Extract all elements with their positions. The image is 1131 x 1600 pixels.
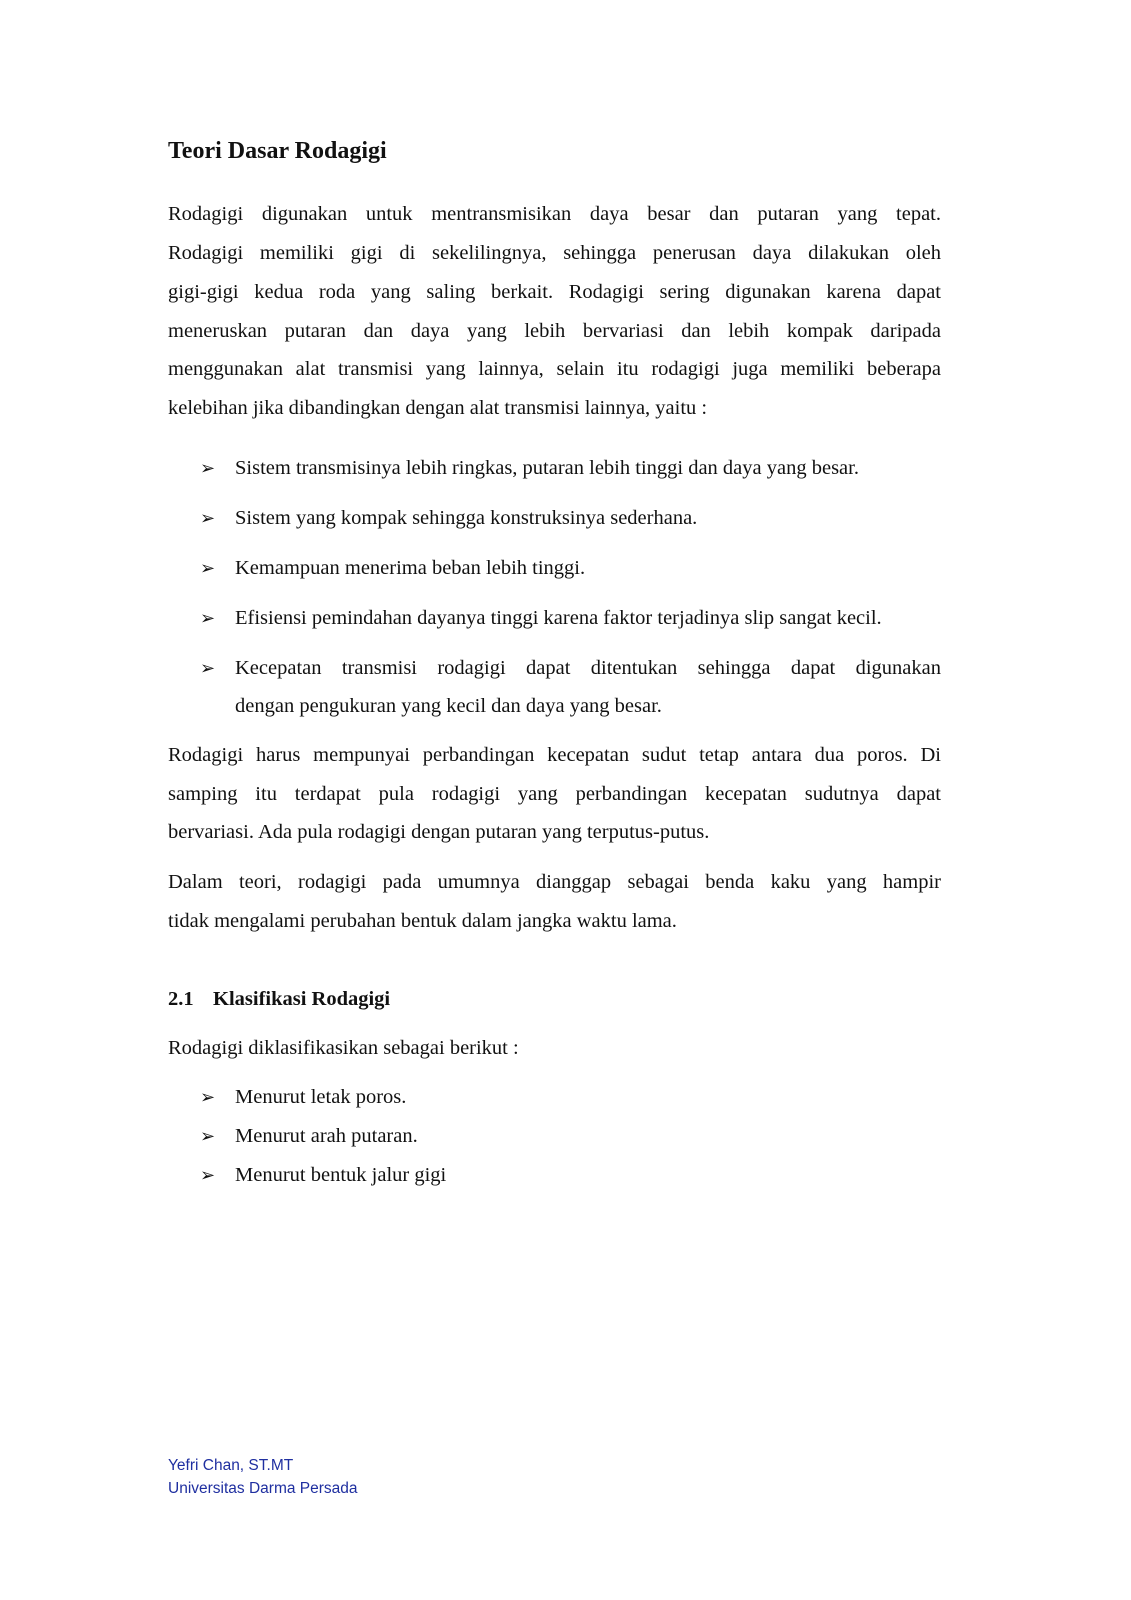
paragraph-line: samping itu terdapat pula rodagigi yang perbandingan kecepatan sudutnya dapat [168,783,941,805]
paragraph-line: Dalam teori, rodagigi pada umumnya dianggap sebagai benda kaku yang hampir [168,871,941,893]
classification-item: Menurut bentuk jalur gigi [235,1164,447,1186]
advantage-item: Efisiensi pemindahan dayanya tinggi karena faktor terjadinya slip sangat kecil. [235,607,882,629]
footer-institution: Universitas Darma Persada [168,1480,358,1497]
intro-line: gigi-gigi kedua roda yang saling berkait. Rodagigi sering digunakan karena dapat [168,281,941,303]
arrowhead-bullet-icon: ➢ [200,1087,216,1107]
advantage-item-continued: dengan pengukuran yang kecil dan daya yang besar. [235,695,662,717]
arrowhead-bullet-icon: ➢ [200,458,216,478]
section-heading [168,980,390,1018]
intro-line: menggunakan alat transmisi yang lainnya, selain itu rodagigi juga memiliki beberapa [168,358,941,380]
arrowhead-bullet-icon: ➢ [200,658,216,678]
intro-line: meneruskan putaran dan daya yang lebih bervariasi dan lebih kompak daripada [168,320,941,342]
arrowhead-bullet-icon: ➢ [200,508,216,528]
advantage-item: Sistem transmisinya lebih ringkas, putaran lebih tinggi dan daya yang besar. [235,457,859,479]
advantage-item: Sistem yang kompak sehingga konstruksinya sederhana. [235,507,698,529]
intro-line: Rodagigi memiliki gigi di sekelilingnya, sehingga penerusan daya dilakukan oleh [168,242,941,264]
arrowhead-bullet-icon: ➢ [200,1126,216,1146]
arrowhead-bullet-icon: ➢ [200,558,216,578]
section-title: Klasifikasi Rodagigi [213,988,391,1010]
arrowhead-bullet-icon: ➢ [200,608,216,628]
intro-line: Rodagigi digunakan untuk mentransmisikan daya besar dan putaran yang tepat. [168,203,941,225]
intro-line: kelebihan jika dibandingkan dengan alat transmisi lainnya, yaitu : [168,397,708,419]
arrowhead-bullet-icon: ➢ [200,1165,216,1185]
section-intro: Rodagigi diklasifikasikan sebagai berikut : [168,1037,519,1059]
paragraph-line: bervariasi. Ada pula rodagigi dengan putaran yang terputus-putus. [168,821,710,843]
classification-item: Menurut letak poros. [235,1086,407,1108]
page-title: Teori Dasar Rodagigi [168,138,387,164]
section-number: 2.1 [168,988,194,1010]
classification-item: Menurut arah putaran. [235,1125,418,1147]
paragraph-line: tidak mengalami perubahan bentuk dalam jangka waktu lama. [168,910,677,932]
advantage-item: Kemampuan menerima beban lebih tinggi. [235,557,586,579]
advantage-item: Kecepatan transmisi rodagigi dapat ditentukan sehingga dapat digunakan [235,657,941,679]
footer-author: Yefri Chan, ST.MT [168,1457,294,1474]
paragraph-line: Rodagigi harus mempunyai perbandingan kecepatan sudut tetap antara dua poros. Di [168,744,941,766]
